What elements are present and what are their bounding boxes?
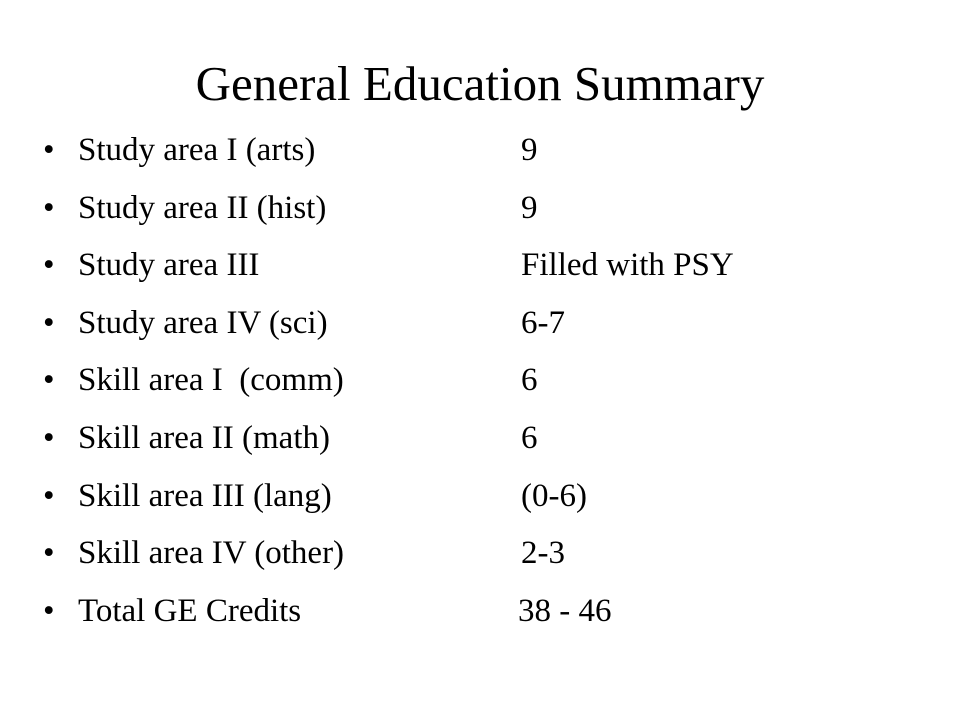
summary-row-skill-area-3 — [43, 468, 923, 526]
row-value: 2-3 — [521, 535, 565, 572]
row-value: 38 - 46 — [518, 592, 612, 629]
row-label: Study area II (hist) — [78, 189, 327, 226]
row-value: 6 — [521, 419, 538, 456]
row-label: Study area I (arts) — [78, 132, 316, 168]
row-value: 9 — [521, 132, 538, 168]
row-value: Filled with PSY — [521, 247, 734, 284]
summary-row-study-area-2 — [43, 180, 923, 238]
summary-row-study-area-4 — [43, 295, 923, 353]
slide-title: General Education Summary — [195, 56, 765, 111]
bullet-icon: • — [43, 535, 55, 572]
bullet-icon: • — [43, 189, 55, 226]
summary-row-study-area-3 — [43, 237, 923, 295]
row-label: Study area III — [78, 247, 260, 284]
row-value: 6 — [521, 362, 538, 399]
row-label: Skill area I (comm) — [78, 362, 344, 399]
row-value: 6-7 — [521, 304, 565, 341]
row-value: 9 — [521, 189, 538, 226]
summary-list — [43, 122, 923, 640]
row-label: Study area IV (sci) — [78, 304, 328, 341]
bullet-icon: • — [43, 362, 55, 399]
summary-row-skill-area-1 — [43, 352, 923, 410]
summary-row-skill-area-4 — [43, 525, 923, 583]
summary-row-total — [43, 583, 923, 641]
row-label: Skill area III (lang) — [78, 477, 332, 514]
bullet-icon: • — [43, 477, 55, 514]
bullet-icon: • — [43, 419, 55, 456]
summary-row-skill-area-2 — [43, 410, 923, 468]
bullet-icon: • — [43, 247, 55, 284]
bullet-icon: • — [43, 304, 55, 341]
row-label: Total GE Credits — [78, 592, 302, 629]
bullet-icon: • — [43, 592, 55, 629]
row-value: (0-6) — [521, 477, 587, 514]
bullet-icon: • — [43, 132, 55, 168]
summary-row-study-area-1 — [43, 122, 923, 180]
row-label: Skill area II (math) — [78, 419, 330, 456]
row-label: Skill area IV (other) — [78, 535, 345, 572]
